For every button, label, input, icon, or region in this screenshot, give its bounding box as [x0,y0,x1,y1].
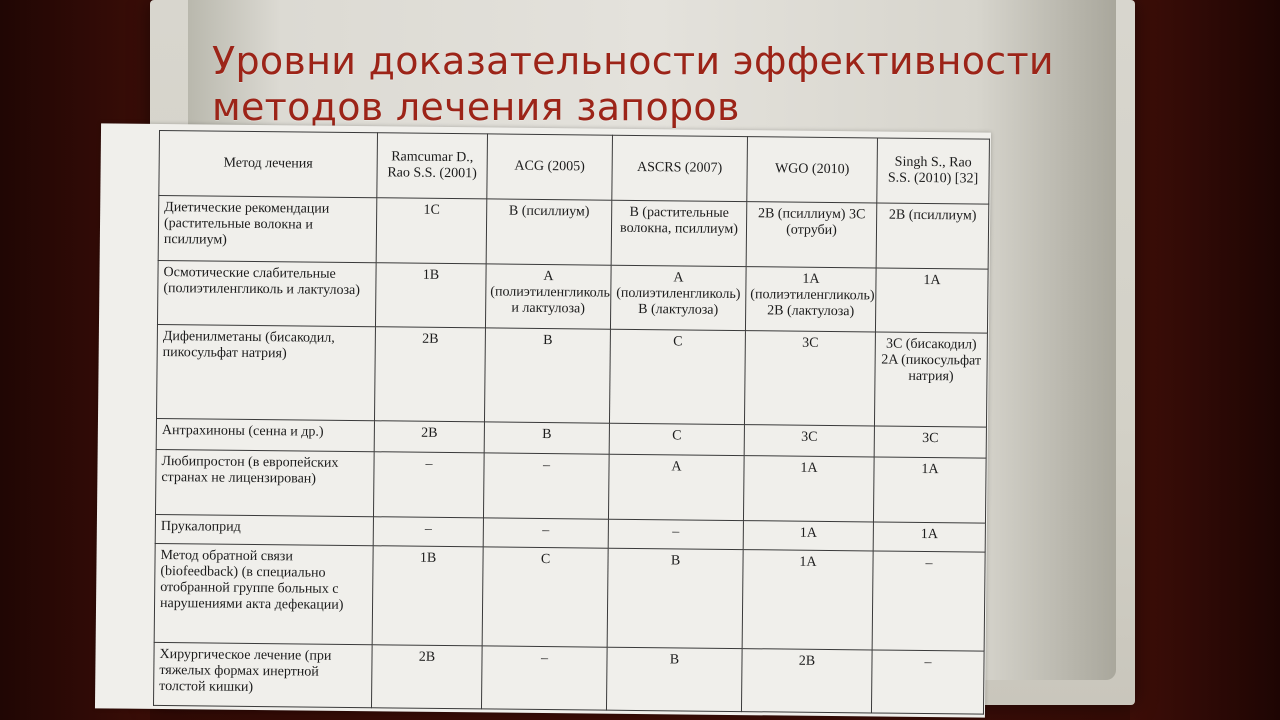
value-cell: A (полиэтиленгликоль) B (лактулоза) [610,265,746,330]
value-cell: – [373,452,484,518]
value-cell: B [607,548,743,648]
value-cell: A [608,454,744,520]
value-cell: B [484,422,609,454]
value-cell: – [871,650,984,714]
value-cell: 3C [874,426,986,458]
table-row [153,642,984,714]
value-cell: 2B [374,327,485,422]
table-row [158,195,989,269]
value-cell: B (псиллиум) [486,199,612,265]
value-cell: 1A [873,522,985,552]
value-cell: 1A [743,456,874,522]
table-row [157,260,988,333]
value-cell: 3C [744,425,874,457]
value-cell: 3C [744,331,875,426]
header-singh: Singh S., Rao S.S. (2010) [32] [877,138,990,204]
value-cell: A (полиэтиленгликоль и лактулоза) [485,264,611,329]
table-row [154,543,985,651]
value-cell: 2B (псиллиум) [876,203,989,269]
header-method: Метод лечения [159,130,378,197]
value-cell: 1B [372,546,483,646]
value-cell: 2B [371,645,482,709]
method-cell: Дифенилметаны (бисакодил, пикосульфат натрия) [157,324,376,420]
value-cell: B [606,647,742,711]
method-cell: Осмотические слабительные (полиэтиленгликоль и лактулоза) [157,260,376,326]
method-cell: Антрахиноны (сенна и др.) [156,418,374,451]
value-cell: – [483,518,608,548]
value-cell: B (растительные волокна, псиллиум) [611,200,747,266]
method-cell: Метод обратной связи (biofeedback) (в специально отобранной группе больных с нарушениями акта дефекации) [154,543,373,644]
value-cell: 1A [743,521,873,551]
slide-title-line-2: методов лечения запоров [212,85,740,129]
value-cell: – [481,646,607,710]
value-cell: 1B [375,263,486,328]
value-cell: – [483,453,609,519]
slide-title-line-1: Уровни доказательности эффективности [212,39,1054,83]
value-cell: 1A [875,268,988,333]
value-cell: C [482,547,608,647]
method-cell: Диетические рекомендации (растительные волокна и псиллиум) [158,195,377,262]
table-row [157,324,988,427]
header-ramcumar: Ramcumar D., Rao S.S. (2001) [377,133,488,199]
value-cell: 2B [741,649,872,713]
header-wgo: WGO (2010) [747,137,878,203]
evidence-table [153,130,990,715]
evidence-table-sheet [95,123,991,717]
table-row [155,449,986,523]
value-cell: 1A [742,550,873,650]
table-header-row [159,130,990,204]
value-cell: 3C (бисакодил) 2A (пикосульфат натрия) [874,332,987,427]
value-cell: 2B (псиллиум) 3C (отруби) [746,202,877,268]
slide-title [212,38,1062,130]
value-cell: C [609,423,744,455]
header-ascrs: ASCRS (2007) [612,135,748,201]
value-cell: – [373,517,483,547]
value-cell: – [872,551,985,651]
method-cell: Прукалоприд [155,514,373,545]
value-cell: 1A [873,457,986,523]
method-cell: Любипростон (в европейских странах не лицензирован) [155,449,374,516]
value-cell: 1A (полиэтиленгликоль) 2B (лактулоза) [745,267,876,332]
header-acg: ACG (2005) [487,134,613,200]
value-cell: C [609,329,745,424]
method-cell: Хирургическое лечение (при тяжелых формах инертной толстой кишки) [153,642,372,707]
value-cell: 1C [376,198,487,264]
value-cell: B [484,328,610,423]
value-cell: 2B [374,421,484,453]
screen-right-edge [1130,0,1280,720]
value-cell: – [608,519,743,549]
